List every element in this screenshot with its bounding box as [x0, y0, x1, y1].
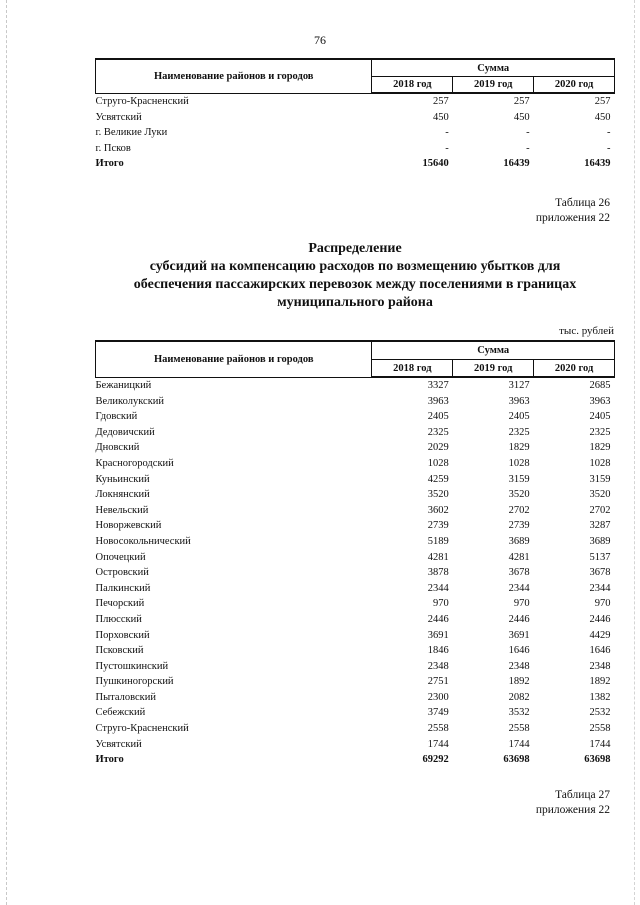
total-row [96, 156, 615, 172]
amount-cell: 1846 [427, 645, 449, 657]
table-row [96, 503, 615, 519]
amount-cell: 2702 [508, 504, 530, 516]
amount-cell: 3327 [427, 380, 449, 391]
amount-cell: 3678 [589, 567, 611, 579]
table-row [96, 721, 615, 737]
header-year-2020: 2020 год [534, 360, 615, 378]
amount-cell: 3520 [589, 489, 611, 501]
district-name: Палкинский [95, 582, 151, 594]
amount-cell: 3691 [508, 629, 530, 641]
amount-cell: 2325 [508, 426, 530, 438]
amount-cell: 3749 [427, 707, 449, 719]
district-name: Куньинский [95, 473, 150, 485]
table-row [96, 737, 615, 753]
amount-cell: 2446 [508, 613, 530, 625]
table-caption [536, 196, 610, 226]
amount-cell: 3159 [508, 473, 530, 485]
total-amount: 63698 [503, 754, 530, 766]
amount-cell: 2344 [508, 582, 530, 594]
district-name: Дновский [95, 442, 140, 454]
header-sum-column: Сумма [372, 59, 615, 77]
amount-cell: 450 [594, 111, 611, 123]
amount-cell: 5189 [427, 535, 449, 547]
amount-cell: 2405 [427, 411, 449, 423]
table-row [96, 690, 615, 706]
amount-cell: 2532 [589, 707, 611, 719]
table-row [96, 659, 615, 675]
scan-edge-right [634, 0, 636, 905]
table-row [96, 377, 615, 394]
district-name: Островский [95, 567, 149, 579]
amount-cell: 1744 [427, 738, 449, 750]
amount-cell: 1646 [508, 645, 530, 657]
amount-cell: 2739 [508, 520, 530, 532]
amount-cell: 2082 [508, 691, 530, 703]
table-row [96, 141, 615, 157]
district-name: Бежаницкий [95, 379, 152, 391]
table-number: Таблица 26 [555, 197, 610, 209]
district-name: Невельский [95, 504, 149, 516]
district-name: Порховский [95, 629, 150, 641]
header-name-column: Наименование районов и городов [96, 341, 372, 377]
amount-cell: 2029 [427, 442, 449, 454]
amount-cell: 1028 [508, 457, 530, 469]
amount-cell: 1646 [589, 645, 611, 657]
amount-cell: 2558 [427, 723, 449, 735]
scan-edge-left [6, 0, 8, 905]
table-caption [536, 788, 610, 818]
amount-cell: 3602 [427, 504, 449, 516]
district-name: Пустошкинский [95, 660, 169, 672]
amount-cell: 2325 [589, 426, 611, 438]
amount-cell: 3963 [508, 395, 530, 407]
amount-cell: 3520 [427, 489, 449, 501]
total-label: Итого [95, 158, 124, 170]
page-number: 76 [314, 33, 326, 47]
table-body [96, 377, 615, 768]
district-name: Себежский [95, 707, 146, 719]
amount-cell: 257 [513, 96, 530, 107]
amount-cell: 2348 [427, 660, 449, 672]
district-name: Печорский [95, 598, 145, 610]
district-name: Опочецкий [95, 551, 146, 563]
table-27 [95, 340, 615, 768]
amount-cell: 1892 [508, 676, 530, 688]
amount-cell: 257 [594, 96, 611, 107]
amount-cell: 3532 [508, 707, 530, 719]
header-year-2020: 2020 год [534, 77, 615, 94]
amount-cell: 1829 [589, 442, 611, 454]
appendix-reference: приложения 22 [535, 804, 610, 816]
amount-cell: 2348 [508, 660, 530, 672]
district-name: Пушкиногорский [95, 676, 174, 688]
district-name: Усвятский [95, 738, 142, 750]
amount-cell: 2702 [589, 504, 611, 516]
amount-cell: 3963 [589, 395, 611, 407]
amount-cell: 970 [433, 598, 449, 610]
total-row [96, 752, 615, 768]
district-name: Струго-Красненский [95, 95, 189, 107]
amount-cell: - [445, 127, 449, 139]
district-name: Новоржевский [95, 520, 162, 532]
table-row [96, 456, 615, 472]
district-name: Новосокольнический [95, 535, 191, 547]
amount-cell: 1028 [589, 457, 611, 469]
header-sum-column: Сумма [372, 341, 615, 360]
table-row [96, 518, 615, 534]
amount-cell: - [526, 127, 530, 139]
amount-cell: 450 [513, 111, 530, 123]
units-label: тыс. рублей [559, 325, 614, 337]
table-row [96, 125, 615, 141]
district-name: Великолукский [95, 395, 165, 407]
district-name: Красногородский [95, 457, 174, 469]
district-name: Пыталовский [95, 691, 156, 703]
amount-cell: 4281 [508, 551, 530, 563]
amount-cell: 2446 [589, 613, 611, 625]
table-row [96, 596, 615, 612]
amount-cell: 2751 [427, 676, 449, 688]
amount-cell: 2348 [589, 660, 611, 672]
amount-cell: 4429 [589, 629, 611, 641]
amount-cell: 970 [594, 598, 611, 610]
amount-cell: 2558 [508, 723, 530, 735]
district-name: Струго-Красненский [95, 723, 189, 735]
amount-cell: 3689 [508, 535, 530, 547]
amount-cell: 2446 [427, 613, 449, 625]
amount-cell: 970 [513, 598, 530, 610]
table-row [96, 628, 615, 644]
total-amount: 16439 [584, 158, 611, 170]
total-amount: 15640 [422, 158, 449, 170]
district-name: Локнянский [95, 489, 150, 501]
amount-cell: 3689 [589, 535, 611, 547]
table-row [96, 93, 615, 110]
title-line: муниципального района [277, 295, 433, 310]
title-line: субсидий на компенсацию расходов по возмещению убытков для [149, 259, 561, 274]
table-row [96, 581, 615, 597]
amount-cell: 3878 [427, 567, 449, 579]
amount-cell: 2300 [427, 691, 449, 703]
header-year-2018: 2018 год [372, 360, 453, 378]
amount-cell: 1028 [427, 457, 449, 469]
amount-cell: 1382 [589, 691, 611, 703]
district-name: Дедовичский [95, 426, 155, 438]
amount-cell: 1744 [589, 738, 611, 750]
amount-cell: 2405 [508, 411, 530, 423]
amount-cell: 5137 [589, 551, 611, 563]
amount-cell: 1744 [508, 738, 530, 750]
table-body [96, 93, 615, 172]
amount-cell: 2405 [589, 411, 611, 423]
amount-cell: - [526, 142, 530, 154]
amount-cell: 450 [433, 111, 449, 123]
header-year-2019: 2019 год [453, 360, 534, 378]
table-row [96, 487, 615, 503]
amount-cell: 2558 [589, 723, 611, 735]
table-number: Таблица 27 [555, 789, 610, 801]
amount-cell: 3691 [427, 629, 449, 641]
amount-cell: 257 [433, 96, 449, 107]
amount-cell: 4259 [427, 473, 449, 485]
header-year-2018: 2018 год [372, 77, 453, 94]
amount-cell: 2685 [589, 380, 611, 391]
table-row [96, 472, 615, 488]
section-title [90, 240, 620, 312]
amount-cell: 3963 [427, 395, 449, 407]
table-row [96, 565, 615, 581]
total-amount: 69292 [422, 754, 449, 766]
title-line: Распределение [308, 241, 402, 256]
table-row [96, 643, 615, 659]
table-row [96, 110, 615, 126]
district-name: г. Великие Луки [95, 127, 168, 139]
district-name: Псковский [95, 645, 144, 657]
amount-cell: 2344 [589, 582, 611, 594]
table-row [96, 705, 615, 721]
table-row [96, 440, 615, 456]
amount-cell: 3520 [508, 489, 530, 501]
amount-cell: - [607, 142, 611, 154]
table-row [96, 394, 615, 410]
amount-cell: 2344 [427, 582, 449, 594]
table-26-continuation [95, 58, 615, 172]
amount-cell: - [445, 142, 449, 154]
header-name-column: Наименование районов и городов [96, 59, 372, 93]
table-row [96, 612, 615, 628]
amount-cell: 1892 [589, 676, 611, 688]
amount-cell: 4281 [427, 551, 449, 563]
district-name: Плюсский [95, 613, 142, 625]
amount-cell: 3287 [589, 520, 611, 532]
amount-cell: 3159 [589, 473, 611, 485]
table-row [96, 425, 615, 441]
total-amount: 63698 [584, 754, 611, 766]
table-row [96, 409, 615, 425]
amount-cell: 1829 [508, 442, 530, 454]
table-row [96, 550, 615, 566]
total-label: Итого [95, 754, 124, 766]
district-name: Усвятский [95, 111, 142, 123]
table-row [96, 674, 615, 690]
appendix-reference: приложения 22 [535, 212, 610, 224]
total-amount: 16439 [503, 158, 530, 170]
title-line: обеспечения пассажирских перевозок между поселениями в границах [133, 277, 577, 292]
amount-cell: 3678 [508, 567, 530, 579]
amount-cell: - [607, 127, 611, 139]
amount-cell: 2325 [427, 426, 449, 438]
table-row [96, 534, 615, 550]
amount-cell: 3127 [508, 380, 530, 391]
district-name: Гдовский [95, 411, 138, 423]
district-name: г. Псков [95, 142, 131, 154]
amount-cell: 2739 [427, 520, 449, 532]
header-year-2019: 2019 год [453, 77, 534, 94]
